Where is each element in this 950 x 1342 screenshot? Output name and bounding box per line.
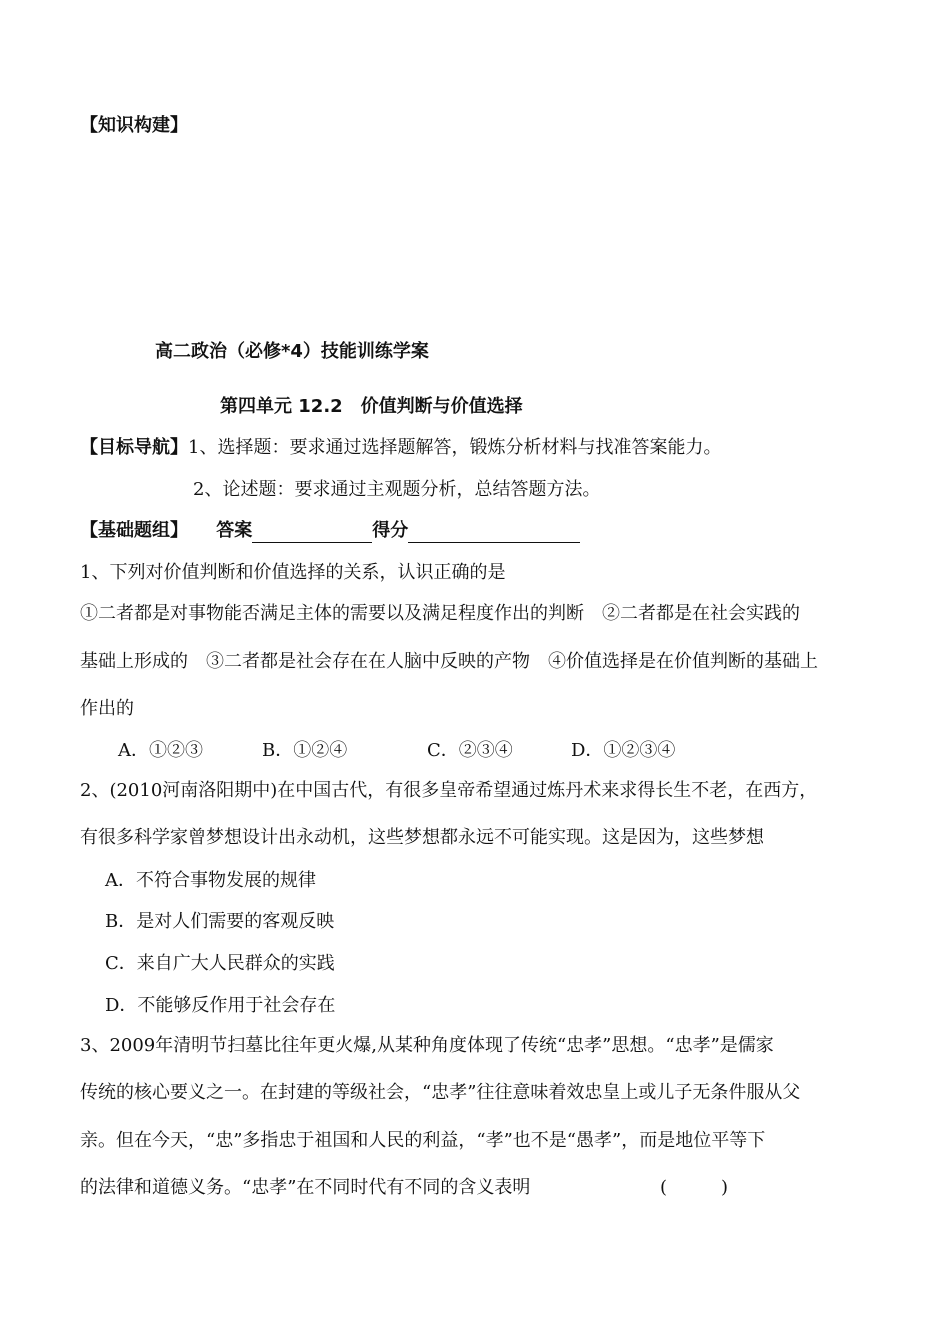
answer-label: 答案 bbox=[216, 520, 253, 541]
q1-statements-line-1: ①二者都是对事物能否满足主体的需要以及满足程度作出的判断 ②二者都是在社会实践的 bbox=[80, 603, 800, 624]
q1-stem: 1、下列对价值判断和价值选择的关系，认识正确的是 bbox=[80, 562, 506, 583]
basic-group-label: 【基础题组】 bbox=[80, 520, 188, 541]
q2-line-1: 2、(2010河南洛阳期中)在中国古代，有很多皇帝希望通过炼丹术来求得长生不老，在西方， bbox=[80, 780, 818, 801]
q2-line-2: 有很多科学家曾梦想设计出永动机，这些梦想都永远不可能实现。这是因为，这些梦想 bbox=[80, 827, 764, 848]
goals-item-2: 2、论述题：要求通过主观题分析，总结答题方法。 bbox=[193, 479, 601, 500]
q2-option-a: A．不符合事物发展的规律 bbox=[105, 870, 316, 891]
document-title: 高二政治（必修*4）技能训练学案 bbox=[155, 341, 429, 362]
knowledge-heading: 【知识构建】 bbox=[80, 115, 188, 136]
answer-blank[interactable] bbox=[252, 522, 372, 543]
q1-option-d: D．①②③④ bbox=[571, 740, 676, 761]
q1-statements-line-2: 基础上形成的 ③二者都是社会存在在人脑中反映的产物 ④价值选择是在价值判断的基础上 bbox=[80, 651, 818, 672]
basic-group-line bbox=[80, 519, 580, 543]
q1-statements-line-3: 作出的 bbox=[80, 698, 134, 719]
goals-item-1: 1、选择题：要求通过选择题解答，锻炼分析材料与找准答案能力。 bbox=[188, 437, 722, 458]
q3-line-2: 传统的核心要义之一。在封建的等级社会，“忠孝”往往意味着效忠皇上或儿子无条件服从父 bbox=[80, 1082, 801, 1103]
score-blank[interactable] bbox=[408, 522, 580, 543]
q3-line-1: 3、2009年清明节扫墓比往年更火爆,从某种角度体现了传统“忠孝”思想。“忠孝”是儒家 bbox=[80, 1035, 774, 1056]
q3-answer-bracket: ( ) bbox=[660, 1177, 729, 1198]
q3-line-4: 的法律和道德义务。“忠孝”在不同时代有不同的含义表明 bbox=[80, 1177, 531, 1198]
q2-option-c: C．来自广大人民群众的实践 bbox=[105, 953, 335, 974]
q3-line-3: 亲。但在今天，“忠”多指忠于祖国和人民的利益，“孝”也不是“愚孝”，而是地位平等下 bbox=[80, 1130, 766, 1151]
goals-line-1 bbox=[80, 436, 721, 460]
q2-option-b: B．是对人们需要的客观反映 bbox=[105, 911, 335, 932]
goals-label: 【目标导航】 bbox=[80, 437, 188, 458]
unit-title: 第四单元 12.2 价值判断与价值选择 bbox=[220, 396, 523, 417]
score-label: 得分 bbox=[372, 520, 409, 541]
q2-option-d: D．不能够反作用于社会存在 bbox=[105, 995, 336, 1016]
q1-option-a: A．①②③ bbox=[118, 740, 203, 761]
q1-option-b: B．①②④ bbox=[262, 740, 348, 761]
q1-option-c: C．②③④ bbox=[427, 740, 513, 761]
